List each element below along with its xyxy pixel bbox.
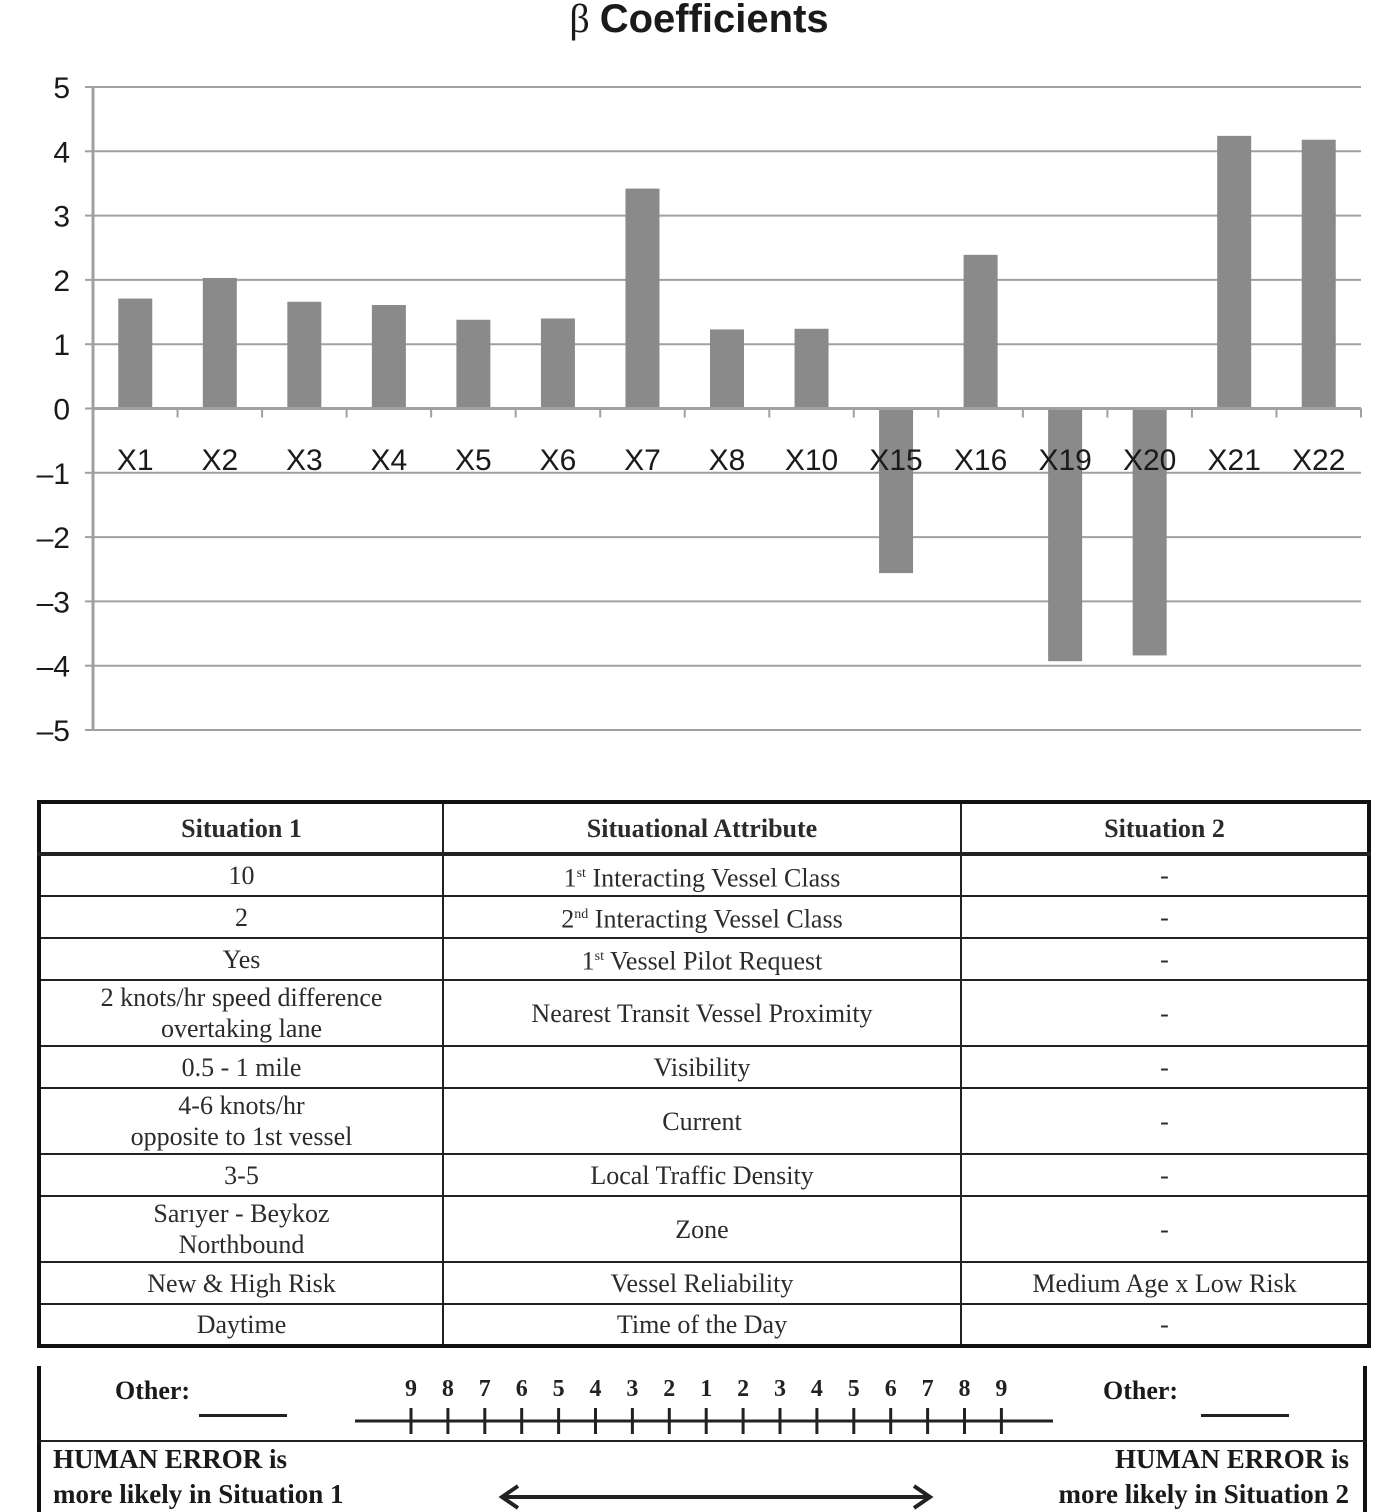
table-row bbox=[39, 980, 1369, 1046]
direction-legend-row bbox=[37, 1442, 1367, 1512]
attribute-cell: 2nd Interacting Vessel Class bbox=[443, 896, 961, 938]
attribute-cell: 1st Interacting Vessel Class bbox=[443, 854, 961, 896]
situation-2-likely-label: HUMAN ERROR is more likely in Situation 2 bbox=[1058, 1444, 1349, 1509]
attribute-cell: Nearest Transit Vessel Proximity bbox=[443, 980, 961, 1046]
situation-1-cell: 0.5 - 1 mile bbox=[39, 1046, 443, 1088]
bar-x16 bbox=[964, 255, 998, 409]
x-tick-label: X2 bbox=[201, 444, 239, 477]
bar-x2 bbox=[203, 278, 237, 409]
scale-number: 1 bbox=[700, 1376, 713, 1402]
bar-x21 bbox=[1217, 136, 1251, 409]
scale-number: 3 bbox=[774, 1376, 786, 1402]
table-row bbox=[39, 1262, 1369, 1304]
y-tick-label: 4 bbox=[53, 136, 70, 170]
attribute-cell: 1st Vessel Pilot Request bbox=[443, 938, 961, 980]
attribute-cell: Local Traffic Density bbox=[443, 1154, 961, 1196]
situation-2-cell: - bbox=[961, 1154, 1369, 1196]
scale-number: 7 bbox=[478, 1376, 491, 1402]
x-tick-label: X10 bbox=[784, 444, 839, 477]
situation-1-cell: 2 knots/hr speed difference overtaking lane bbox=[39, 980, 443, 1046]
bar-x7 bbox=[625, 189, 659, 409]
y-tick-label: –5 bbox=[36, 715, 70, 748]
x-tick-label: X15 bbox=[869, 444, 923, 477]
bar-x8 bbox=[710, 329, 744, 408]
x-tick-label: X6 bbox=[539, 444, 577, 477]
bar-x1 bbox=[118, 299, 152, 409]
situation-2-cell: - bbox=[961, 1046, 1369, 1088]
y-tick-label: 3 bbox=[53, 200, 70, 234]
table-header-row bbox=[39, 802, 1369, 854]
situation-2-cell: - bbox=[961, 938, 1369, 980]
table-row bbox=[39, 938, 1369, 980]
scale-number: 6 bbox=[884, 1376, 897, 1402]
x-tick-label: X4 bbox=[370, 444, 408, 477]
x-tick-label: X3 bbox=[285, 444, 323, 477]
scale-number: 5 bbox=[847, 1376, 860, 1402]
y-tick-label: –3 bbox=[36, 586, 70, 620]
situation-2-cell: - bbox=[961, 896, 1369, 938]
double-arrow-icon bbox=[496, 1482, 936, 1512]
scale-number: 4 bbox=[589, 1376, 602, 1402]
situation-1-likely-label: HUMAN ERROR is more likely in Situation 1 bbox=[53, 1444, 344, 1509]
scale-number: 2 bbox=[737, 1376, 750, 1402]
rating-scale-row bbox=[37, 1366, 1367, 1442]
situation-table bbox=[37, 800, 1371, 1348]
situation-2-cell: Medium Age x Low Risk bbox=[961, 1262, 1369, 1304]
y-tick-label: –2 bbox=[36, 522, 70, 556]
scale-number: 8 bbox=[958, 1376, 971, 1402]
situation-1-cell: New & High Risk bbox=[39, 1262, 443, 1304]
scale-number: 2 bbox=[663, 1376, 676, 1402]
bar-x5 bbox=[456, 320, 490, 409]
x-tick-label: X7 bbox=[624, 444, 661, 477]
scale-number: 3 bbox=[626, 1376, 639, 1402]
situation-comparison-form bbox=[37, 800, 1367, 1512]
scale-number: 8 bbox=[441, 1376, 454, 1402]
x-tick-label: X16 bbox=[953, 444, 1008, 477]
attribute-cell: Visibility bbox=[443, 1046, 961, 1088]
y-tick-label: 5 bbox=[53, 72, 70, 105]
header-situation-2: Situation 2 bbox=[961, 802, 1369, 854]
other-right-label: Other: bbox=[1103, 1376, 1179, 1405]
bar-x15 bbox=[879, 409, 913, 574]
situation-2-cell: - bbox=[961, 980, 1369, 1046]
other-left-blank[interactable] bbox=[199, 1414, 287, 1417]
situation-1-cell: Yes bbox=[39, 938, 443, 980]
situation-2-cell: - bbox=[961, 1196, 1369, 1262]
attribute-cell: Zone bbox=[443, 1196, 961, 1262]
x-tick-label: X5 bbox=[455, 444, 492, 477]
bar-x22 bbox=[1302, 140, 1336, 409]
x-tick-label: X21 bbox=[1207, 444, 1261, 477]
other-left-label: Other: bbox=[115, 1376, 191, 1405]
y-tick-label: 1 bbox=[53, 329, 70, 363]
situation-1-cell: 3-5 bbox=[39, 1154, 443, 1196]
table-row bbox=[39, 1046, 1369, 1088]
situation-1-cell: 4-6 knots/hr opposite to 1st vessel bbox=[39, 1088, 443, 1154]
situation-2-cell: - bbox=[961, 1088, 1369, 1154]
table-row bbox=[39, 1154, 1369, 1196]
scale-number: 4 bbox=[810, 1376, 823, 1402]
situation-1-cell: 2 bbox=[39, 896, 443, 938]
y-tick-label: 0 bbox=[53, 393, 70, 427]
situation-1-cell: Sarıyer - Beykoz Northbound bbox=[39, 1196, 443, 1262]
situation-2-cell: - bbox=[961, 1304, 1369, 1346]
x-tick-label: X20 bbox=[1122, 444, 1177, 477]
scale-number: 7 bbox=[921, 1376, 934, 1402]
table-row bbox=[39, 1304, 1369, 1346]
table-row bbox=[39, 1196, 1369, 1262]
x-tick-label: X8 bbox=[708, 444, 746, 477]
bar-x10 bbox=[795, 329, 829, 409]
attribute-cell: Time of the Day bbox=[443, 1304, 961, 1346]
attribute-cell: Vessel Reliability bbox=[443, 1262, 961, 1304]
situation-1-cell: 10 bbox=[39, 854, 443, 896]
scale-number: 6 bbox=[515, 1376, 528, 1402]
table-row bbox=[39, 854, 1369, 896]
chart-title: β Coefficients bbox=[569, 0, 829, 41]
scale-number: 9 bbox=[995, 1376, 1008, 1402]
scale-number: 5 bbox=[552, 1376, 565, 1402]
x-tick-label: X19 bbox=[1038, 444, 1092, 477]
header-situational-attribute: Situational Attribute bbox=[443, 802, 961, 854]
situation-2-cell: - bbox=[961, 854, 1369, 896]
header-situation-1: Situation 1 bbox=[39, 802, 443, 854]
bar-x4 bbox=[372, 305, 406, 409]
other-right-blank[interactable] bbox=[1201, 1414, 1289, 1417]
situation-1-cell: Daytime bbox=[39, 1304, 443, 1346]
y-tick-label: –4 bbox=[36, 650, 70, 684]
table-row bbox=[39, 1088, 1369, 1154]
x-tick-label: X22 bbox=[1292, 444, 1346, 477]
x-tick-label: X1 bbox=[116, 444, 154, 477]
bar-x3 bbox=[287, 302, 321, 409]
table-row bbox=[39, 896, 1369, 938]
attribute-cell: Current bbox=[443, 1088, 961, 1154]
bar-x6 bbox=[541, 318, 575, 408]
rating-scale[interactable] bbox=[341, 1366, 1061, 1442]
scale-number: 9 bbox=[405, 1376, 417, 1402]
y-tick-label: 2 bbox=[53, 264, 70, 298]
y-tick-label: –1 bbox=[36, 457, 70, 491]
